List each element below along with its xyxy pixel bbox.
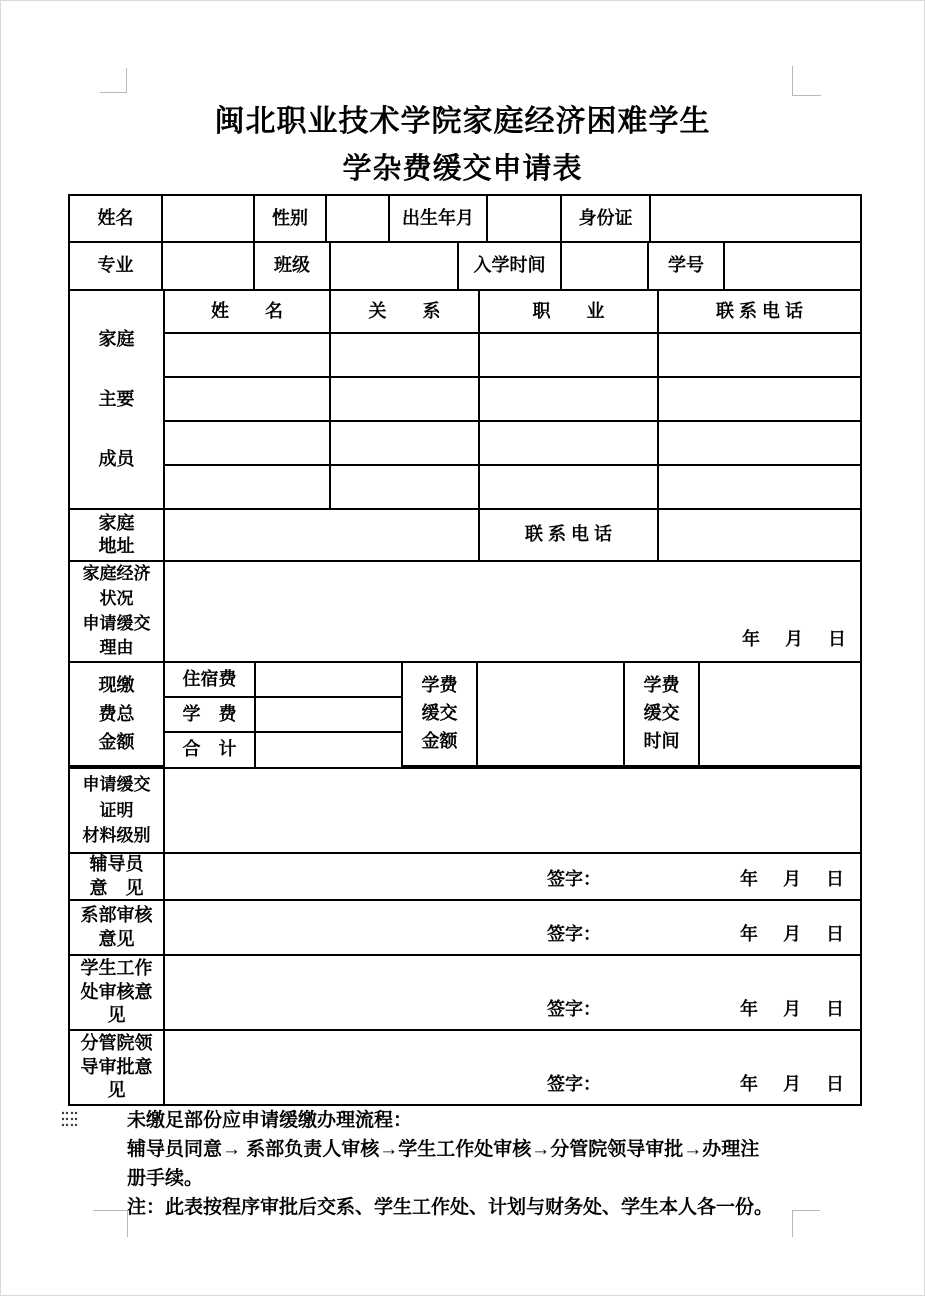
major-input-cell[interactable]: [161, 241, 255, 291]
economic-status-content-cell[interactable]: [163, 560, 862, 663]
family-row4-phone-cell[interactable]: [657, 464, 862, 510]
family-row1-relation-cell[interactable]: [329, 332, 480, 378]
counselor-opinion-label-cell: 辅导员 意 见: [68, 852, 165, 901]
class-input-cell[interactable]: [329, 241, 459, 291]
dean-approval-content-cell[interactable]: [163, 1029, 862, 1106]
birthdate-label-cell: 出生年月: [388, 194, 488, 243]
department-sign-label: 签字：: [547, 923, 601, 944]
student-no-input-cell[interactable]: [723, 241, 862, 291]
family-row1-occupation-cell[interactable]: [478, 332, 659, 378]
home-phone-input-cell[interactable]: [657, 508, 862, 562]
family-row3-occupation-cell[interactable]: [478, 420, 659, 466]
anchor-marker-icon: [61, 1110, 78, 1130]
page-title: 闽北职业技术学院家庭经济困难学生: [214, 105, 711, 138]
family-row3-relation-cell[interactable]: [329, 420, 480, 466]
family-header-phone: 联 系 电 话: [657, 289, 862, 334]
dean-sign-label: 签字：: [547, 1073, 601, 1094]
current-fees-group-label: 现缴 费总 金额: [68, 661, 165, 767]
dorm-fee-label-cell: 住宿费: [163, 661, 256, 698]
counselor-date-placeholder: 年 月 日: [739, 868, 844, 889]
note-line-1: 未缴足部份应申请缓缴办理流程：: [127, 1110, 413, 1131]
family-row1-name-cell[interactable]: [163, 332, 331, 378]
note-line-4: 注：此表按程序审批后交系、学生工作处、计划与财务处、学生本人各一份。: [127, 1197, 774, 1218]
department-review-content-cell[interactable]: [163, 899, 862, 956]
family-header-occupation: 职 业: [478, 289, 659, 334]
evidence-label-cell: 申请缓交 证明 材料级别: [68, 767, 165, 854]
family-row3-name-cell[interactable]: [163, 420, 331, 466]
dean-date-placeholder: 年 月 日: [739, 1073, 844, 1094]
margin-mark-top-right: [792, 66, 821, 96]
note-line-3: 册手续。: [127, 1168, 204, 1189]
family-members-group-label: 家庭 主要 成员: [68, 289, 165, 510]
family-row1-phone-cell[interactable]: [657, 332, 862, 378]
family-row2-occupation-cell[interactable]: [478, 376, 659, 422]
family-header-name: 姓 名: [163, 289, 331, 334]
total-fee-label-cell: 合 计: [163, 731, 256, 769]
id-number-label-cell: 身份证: [560, 194, 651, 243]
total-fee-input-cell[interactable]: [254, 731, 403, 769]
gender-input-cell[interactable]: [325, 194, 390, 243]
family-row2-name-cell[interactable]: [163, 376, 331, 422]
home-address-label-cell: 家庭 地址: [68, 508, 165, 562]
economic-date-placeholder: 年 月 日: [741, 628, 846, 649]
student-no-label-cell: 学号: [647, 241, 725, 291]
defer-time-input-cell[interactable]: [698, 661, 862, 767]
family-row4-name-cell[interactable]: [163, 464, 331, 510]
note-line-2: 辅导员同意→ 系部负责人审核→学生工作处审核→分管院领导审批→办理注: [127, 1139, 760, 1160]
home-phone-label-cell: 联 系 电 话: [478, 508, 659, 562]
dorm-fee-input-cell[interactable]: [254, 661, 403, 698]
defer-amount-input-cell[interactable]: [476, 661, 625, 767]
tuition-fee-label-cell: 学 费: [163, 696, 256, 733]
family-row3-phone-cell[interactable]: [657, 420, 862, 466]
birthdate-input-cell[interactable]: [486, 194, 562, 243]
gender-label-cell: 性别: [253, 194, 327, 243]
tuition-fee-input-cell[interactable]: [254, 696, 403, 733]
page-subtitle: 学杂费缓交申请表: [342, 153, 583, 185]
family-row4-relation-cell[interactable]: [329, 464, 480, 510]
id-number-input-cell[interactable]: [649, 194, 862, 243]
family-row2-relation-cell[interactable]: [329, 376, 480, 422]
family-row2-phone-cell[interactable]: [657, 376, 862, 422]
student-affairs-sign-label: 签字：: [547, 998, 601, 1019]
home-address-input-cell[interactable]: [163, 508, 480, 562]
family-header-relation: 关 系: [329, 289, 480, 334]
student-affairs-review-content-cell[interactable]: [163, 954, 862, 1031]
student-affairs-date-placeholder: 年 月 日: [739, 998, 844, 1019]
department-review-label-cell: 系部审核 意见: [68, 899, 165, 956]
enroll-date-label-cell: 入学时间: [457, 241, 562, 291]
margin-mark-top-left: [100, 68, 127, 93]
economic-status-label-cell: 家庭经济 状况 申请缓交 理由: [68, 560, 165, 663]
margin-mark-bottom-left: [93, 1210, 128, 1237]
evidence-content-cell[interactable]: [163, 767, 862, 854]
major-label-cell: 专业: [68, 241, 163, 291]
dean-approval-label-cell: 分管院领 导审批意 见: [68, 1029, 165, 1106]
defer-time-label-cell: 学费 缓交 时间: [623, 661, 700, 767]
defer-amount-label-cell: 学费 缓交 金额: [401, 661, 478, 767]
application-form-table: [68, 194, 862, 1106]
enroll-date-input-cell[interactable]: [560, 241, 649, 291]
footer-notes: [127, 1106, 827, 1222]
department-date-placeholder: 年 月 日: [739, 923, 844, 944]
class-label-cell: 班级: [253, 241, 331, 291]
counselor-opinion-content-cell[interactable]: [163, 852, 862, 901]
counselor-sign-label: 签字：: [547, 868, 601, 889]
student-affairs-review-label-cell: 学生工作 处审核意 见: [68, 954, 165, 1031]
family-row4-occupation-cell[interactable]: [478, 464, 659, 510]
name-label-cell: 姓名: [68, 194, 163, 243]
name-input-cell[interactable]: [161, 194, 255, 243]
